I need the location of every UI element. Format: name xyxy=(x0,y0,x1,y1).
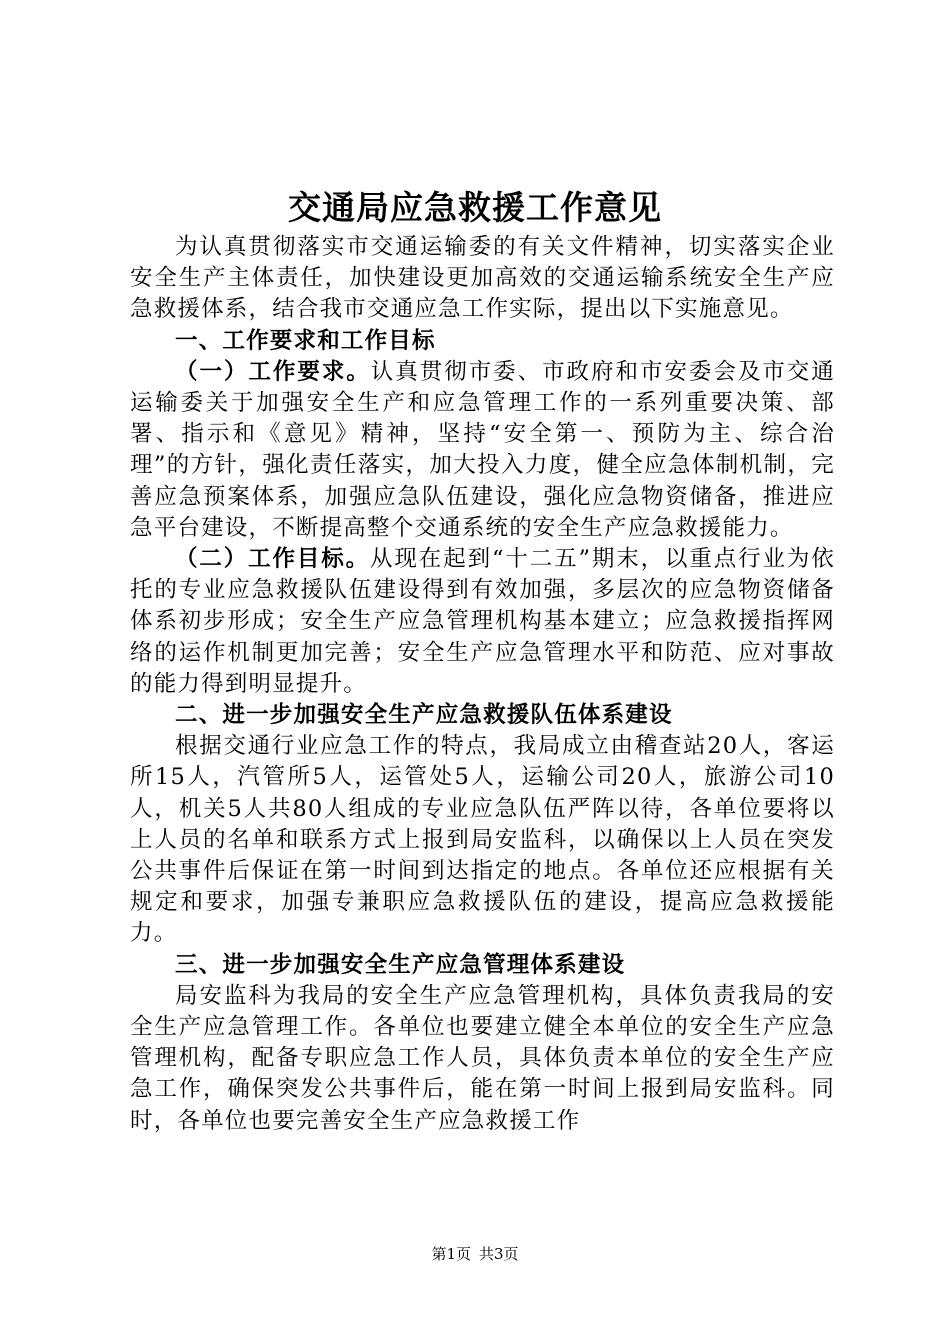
section-heading-2: 二、进一步加强安全生产应急救援队伍体系建设 xyxy=(175,702,673,729)
intro-paragraph: 为认真贯彻落实市交通运输委的有关文件精神，切实落实企业安全生产主体责任，加快建设更加高效的交通运输系统安全生产应急救援体系，结合我市交通应急工作实际，提出以下实施意见。 xyxy=(130,234,835,323)
page-total: 共3页 xyxy=(479,1245,519,1263)
rescue-team-paragraph: 根据交通行业应急工作的特点，我局成立由稽查站20人，客运所15人，汽管所5人，运管处5人，运输公司20人，旅游公司10人，机关5人共80人组成的专业应急队伍严阵以待，各单位要将以上人员的名单和联系方式上报到局安监科，以确保以上人员在突发公共事件后保证在第一时间到达指定的地点。各单位还应根据有关规定和要求，加强专兼职应急救援队伍的建设，提高应急救援能力。 xyxy=(130,733,835,947)
management-system-paragraph: 局安监科为我局的安全生产应急管理机构，具体负责我局的安全生产应急管理工作。各单位也要建立健全本单位的安全生产应急管理机构，配备专职应急工作人员，具体负责本单位的安全生产应急工作，确保突发公共事件后，能在第一时间上报到局安监科。同时，各单位也要完善安全生产应急救援工作 xyxy=(130,982,835,1134)
page-number: 第1页 xyxy=(431,1245,471,1263)
work-requirements-paragraph xyxy=(130,357,835,544)
work-requirements-text: 认真贯彻市委、市政府和市安委会及市交通运输委关于加强安全生产和应急管理工作的一系列重要决策、部署、指示和《意见》精神，坚持“安全第一、预防为主、综合治理”的方针，强化责任落实，加大投入力度，健全应急体制机制，完善应急预案体系，加强应急队伍建设，强化应急物资储备，推进应急平台建设，不断提高整个交通系统的安全生产应急救援能力。 xyxy=(130,358,835,541)
page-footer xyxy=(0,1244,950,1264)
section-heading-1: 一、工作要求和工作目标 xyxy=(175,327,436,354)
document-body xyxy=(130,232,835,1137)
work-goals-lead: （二）工作目标。 xyxy=(175,546,371,573)
work-goals-text: 从现在起到“十二五”期末，以重点行业为依托的专业应急救援队伍建设得到有效加强，多层次的应急物资储备体系初步形成；安全生产应急管理机构基本建立；应急救援指挥网络的运作机制更加完善；安全生产应急管理水平和防范、应对事故的能力得到明显提升。 xyxy=(130,546,835,697)
work-requirements-lead: （一）工作要求。 xyxy=(175,358,371,385)
work-goals-paragraph xyxy=(130,544,835,700)
document-title: 交通局应急救援工作意见 xyxy=(288,188,662,227)
section-heading-3: 三、进一步加强安全生产应急管理体系建设 xyxy=(175,951,626,978)
